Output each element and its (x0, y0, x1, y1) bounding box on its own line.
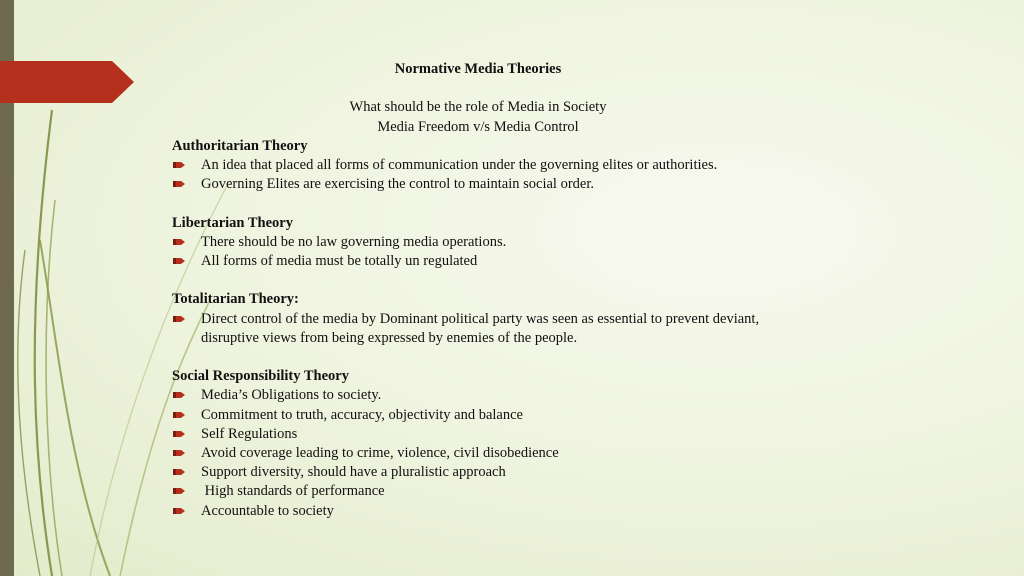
section-heading-totalitarian: Totalitarian Theory: (172, 291, 299, 308)
bullet-icon (172, 467, 186, 477)
bullet-list-libertarian (172, 233, 872, 271)
list-item: Governing Elites are exercising the control to maintain social order. (172, 175, 872, 194)
section-heading-social-responsibility: Social Responsibility Theory (172, 368, 349, 385)
list-item: All forms of media must be totally un regulated (172, 252, 872, 271)
bullet-list-social-responsibility (172, 386, 872, 520)
bullet-icon (172, 160, 186, 170)
red-arrow-tab (0, 61, 134, 103)
list-item: There should be no law governing media operations. (172, 233, 872, 252)
list-item: Media’s Obligations to society. (172, 386, 872, 405)
list-item: Avoid coverage leading to crime, violence, civil disobedience (172, 444, 872, 463)
bullet-icon (172, 448, 186, 458)
list-item: Support diversity, should have a pluralistic approach (172, 463, 872, 482)
list-item: High standards of performance (172, 482, 872, 501)
bullet-icon (172, 429, 186, 439)
slide-subtitle-2: Media Freedom v/s Media Control (377, 118, 579, 135)
bullet-icon (172, 179, 186, 189)
bullet-icon (172, 390, 186, 400)
list-item: Direct control of the media by Dominant political party was seen as essential to prevent deviant, disruptive views from being expressed by enemies of the people. (172, 310, 801, 348)
bullet-icon (172, 314, 186, 324)
bullet-icon (172, 256, 186, 266)
bullet-icon (172, 410, 186, 420)
list-item: Accountable to society (172, 502, 872, 521)
bullet-icon (172, 506, 186, 516)
bullet-icon (172, 486, 186, 496)
section-heading-libertarian: Libertarian Theory (172, 214, 293, 231)
bullet-icon (172, 237, 186, 247)
slide-title: Normative Media Theories (394, 61, 562, 77)
list-item: Commitment to truth, accuracy, objectivity and balance (172, 406, 872, 425)
list-item: Self Regulations (172, 425, 872, 444)
slide-content (172, 60, 872, 521)
section-heading-authoritarian: Authoritarian Theory (172, 137, 308, 154)
slide-subtitle-1: What should be the role of Media in Society (349, 99, 607, 116)
bullet-list-totalitarian (172, 310, 872, 348)
bullet-list-authoritarian (172, 156, 872, 194)
list-item: An idea that placed all forms of communication under the governing elites or authorities. (172, 156, 872, 175)
